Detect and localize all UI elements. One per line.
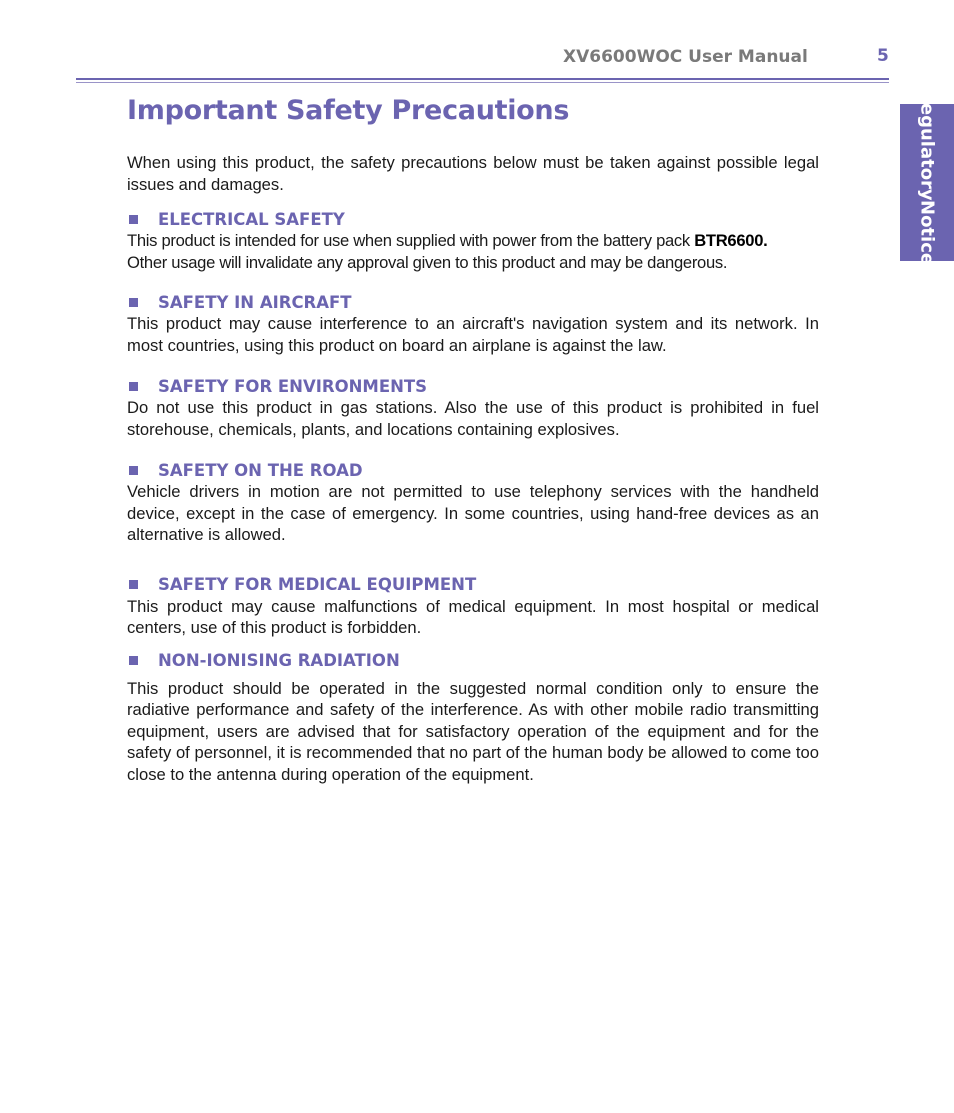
- section-heading-text: SAFETY IN AIRCRAFT: [158, 292, 352, 312]
- section-safety-in-aircraft: [127, 291, 819, 356]
- square-bullet-icon: [129, 466, 138, 475]
- section-body: This product may cause interference to an aircraft's navigation system and its network. In most countries, using this product on board an airplane is against the law.: [127, 314, 819, 355]
- header-rule-thin: [76, 82, 889, 83]
- page-title: Important Safety Precautions: [127, 95, 570, 126]
- section-heading-text: SAFETY FOR ENVIRONMENTS: [158, 376, 428, 396]
- square-bullet-icon: [129, 656, 138, 665]
- section-heading-text: SAFETY ON THE ROAD: [158, 460, 363, 480]
- battery-model: BTR6600.: [694, 231, 768, 250]
- section-body: [127, 230, 819, 274]
- square-bullet-icon: [129, 215, 138, 224]
- section-body: Do not use this product in gas stations. Also the use of this product is prohibited in fuel storehouse, chemicals, plants, and locations containing explosives.: [127, 398, 819, 439]
- section-body-text-2: Other usage will invalidate any approval given to this product and may be dangerous.: [127, 253, 728, 272]
- manual-title: XV6600WOC User Manual: [563, 47, 808, 67]
- page-number: 5: [877, 46, 889, 66]
- section-tab-label: [900, 88, 954, 277]
- section-body-text: This product is intended for use when supplied with power from the battery pack: [127, 231, 695, 250]
- page-content: [127, 152, 819, 785]
- section-tab-line-2: Notices: [916, 200, 938, 277]
- section-heading: [127, 375, 819, 397]
- square-bullet-icon: [129, 580, 138, 589]
- section-heading: [127, 459, 819, 481]
- section-heading: [127, 650, 819, 672]
- section-body: This product should be operated in the suggested normal condition only to ensure the radiative performance and safety of the interference. As with other mobile radio transmitting equipment, users are advised that for satisfactory operation of the equipment and for the safety of personnel, it is recommended that no part of the human body be allowed to come too close to the antenna during operation of the equipment.: [127, 678, 819, 784]
- square-bullet-icon: [129, 382, 138, 391]
- section-safety-for-medical-equipment: [127, 574, 819, 639]
- section-heading: [127, 574, 819, 596]
- section-heading: [127, 208, 819, 230]
- section-non-ionising-radiation: [127, 650, 819, 786]
- section-heading-text: SAFETY FOR MEDICAL EQUIPMENT: [158, 575, 477, 594]
- intro-paragraph: When using this product, the safety precautions below must be taken against possible legal issues and damages.: [127, 153, 819, 194]
- section-body: This product may cause malfunctions of medical equipment. In most hospital or medical centers, use of this product is forbidden.: [127, 596, 819, 637]
- section-body: Vehicle drivers in motion are not permitted to use telephony services with the handheld device, except in the case of emergency. In some countries, using hand-free devices as an alternative is allowed.: [127, 482, 819, 544]
- header-rule: [76, 78, 889, 80]
- section-heading-text: NON-IONISING RADIATION: [158, 651, 400, 670]
- section-safety-on-the-road: [127, 459, 819, 546]
- section-heading: [127, 291, 819, 313]
- section-electrical-safety: [127, 208, 819, 274]
- section-tab-line-1: Regulatory: [916, 88, 938, 201]
- section-safety-for-environments: [127, 375, 819, 440]
- square-bullet-icon: [129, 298, 138, 307]
- section-heading-text: ELECTRICAL SAFETY: [158, 209, 345, 229]
